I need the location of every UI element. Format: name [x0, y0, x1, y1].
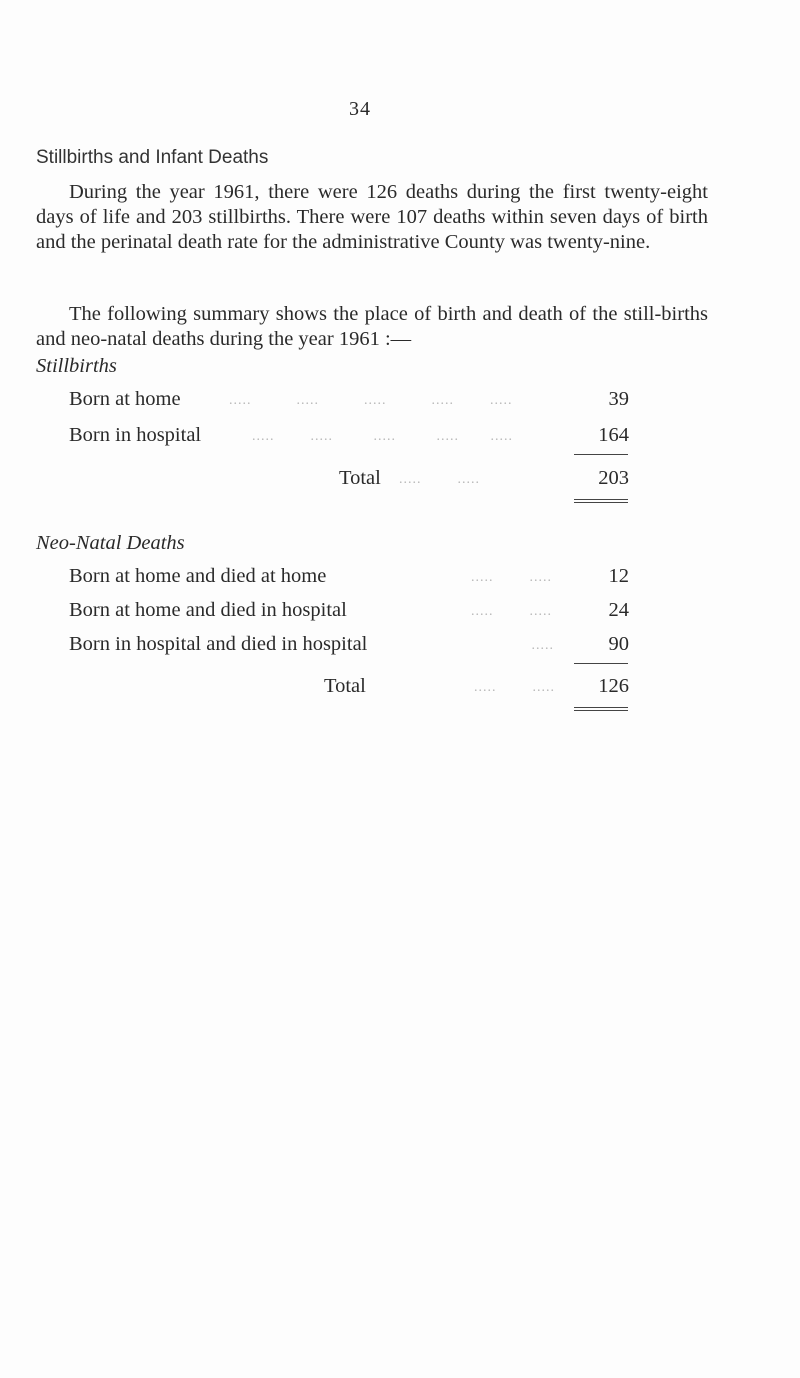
row-value: 90 — [608, 633, 629, 655]
table-row — [69, 633, 629, 659]
leader-dots: ..... ..... — [399, 472, 480, 487]
subtotal-rule — [574, 454, 628, 455]
total-double-rule — [574, 499, 628, 503]
total-label: Total — [339, 467, 381, 489]
total-row — [69, 467, 629, 493]
row-value: 12 — [608, 565, 629, 587]
row-value: 24 — [608, 599, 629, 621]
total-double-rule — [574, 707, 628, 711]
table-row — [69, 424, 629, 450]
row-label: Born at home and died in hospital — [69, 599, 347, 621]
leader-dots: ..... — [509, 638, 554, 653]
section-heading: Stillbirths and Infant Deaths — [36, 147, 269, 168]
leader-dots: ..... ..... — [471, 570, 552, 585]
table-row — [69, 599, 629, 625]
neonatal-title: Neo-Natal Deaths — [36, 532, 185, 554]
subtotal-rule — [574, 663, 628, 664]
total-row — [69, 675, 629, 701]
row-label: Born in hospital and died in hospital — [69, 633, 368, 655]
row-label: Born at home and died at home — [69, 565, 327, 587]
table-row — [69, 565, 629, 591]
leader-dots: ..... ..... ..... ..... ..... — [229, 393, 513, 408]
paragraph-summary-intro: The following summary shows the place of birth and death of the still-births and neo-natal deaths during the year 1961 :— — [36, 303, 708, 350]
total-value: 126 — [598, 675, 629, 697]
row-label: Born in hospital — [69, 424, 202, 446]
page-number: 34 — [349, 98, 371, 120]
leader-dots: ..... ..... ..... ..... ..... — [252, 429, 513, 444]
leader-dots: ..... ..... — [474, 680, 555, 695]
row-value: 164 — [598, 424, 629, 446]
stillbirths-title: Stillbirths — [36, 355, 117, 377]
leader-dots: ..... ..... — [471, 604, 552, 619]
paragraph-intro: During the year 1961, there were 126 deaths during the first twenty-eight days of life and 203 stillbirths. There were 107 deaths within seven days of birth and the perinatal death rate for the administrative County was twenty-nine. — [36, 181, 708, 253]
total-value: 203 — [598, 467, 629, 489]
row-value: 39 — [608, 388, 629, 410]
total-label: Total — [324, 675, 366, 697]
table-row — [69, 388, 629, 414]
row-label: Born at home — [69, 388, 181, 410]
